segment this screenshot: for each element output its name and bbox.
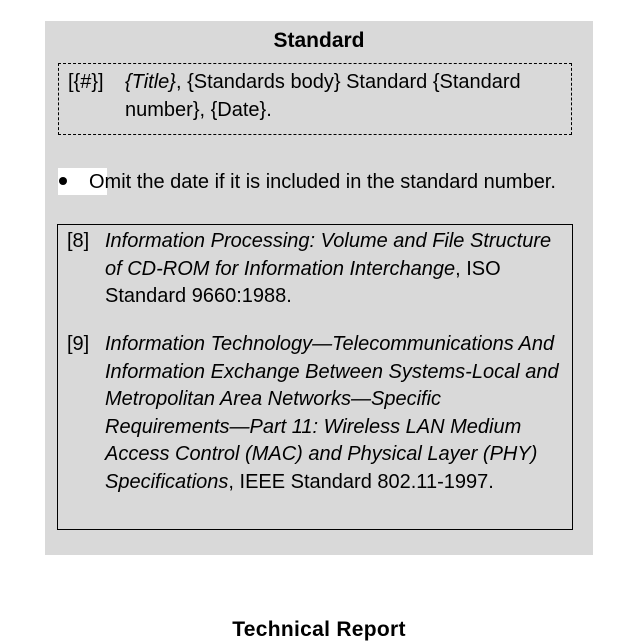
citation-template-box [58,63,572,135]
reference-number: [8] [67,230,90,252]
section-title: Standard [273,29,365,52]
next-section-title: Technical Report [232,618,406,641]
reference-title: Information Processing: Volume and File Structure of CD-ROM for Information Interchange [105,230,552,280]
template-rest: , {Standards body} Standard {Standard number}, {Date}. [125,71,521,121]
reference-number: [9] [67,333,90,355]
template-text [125,68,565,124]
note-text: Omit the date if it is included in the standard number. [89,171,556,193]
bullet-icon [59,177,67,185]
reference-rest: , ISO Standard 9660:1988. [105,257,501,307]
template-tag: [{#}] [68,71,104,93]
note-list-item [45,167,593,197]
examples-box [57,224,573,530]
reference-title: Information Technology—Telecommunications And Information Exchange Between Systems-Local and Metropolitan Area Networks—Specific Requirements—Part 11: Wireless LAN Medium Access Control (MAC) and Physical Layer (PHY) Specifications [105,333,559,493]
reference-rest: , IEEE Standard 802.11-1997. [228,470,494,493]
reference-text [105,228,565,311]
template-title-placeholder: {Title} [125,71,176,93]
reference-text [105,331,565,496]
standard-section-panel [45,21,593,555]
